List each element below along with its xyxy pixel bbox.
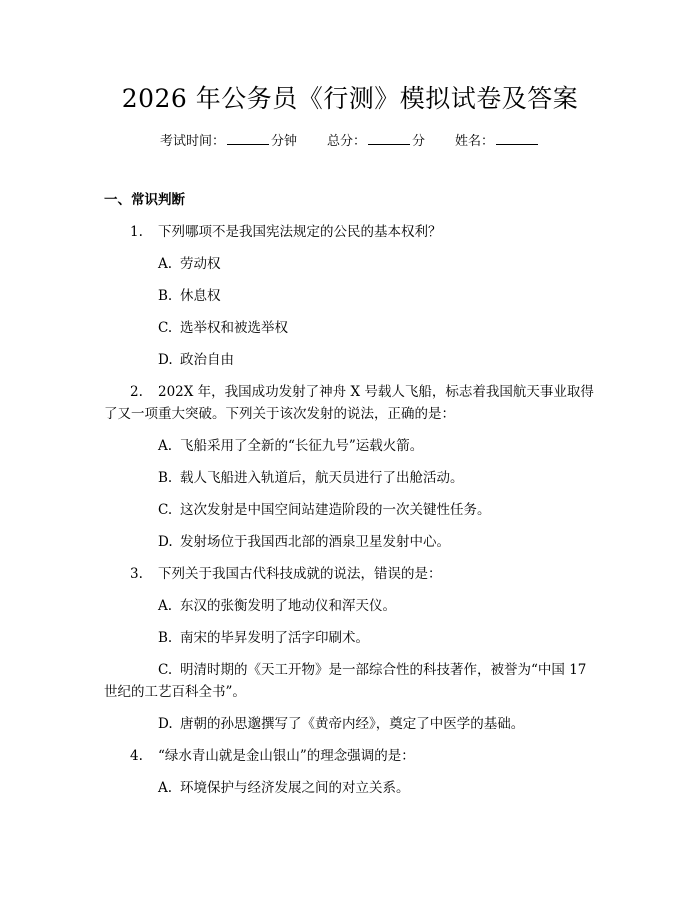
time-unit: 分钟 bbox=[270, 134, 297, 149]
option-text: 发射场位于我国西北部的酒泉卫星发射中心。 bbox=[180, 534, 450, 550]
option-2d bbox=[158, 531, 450, 553]
question-text: 下列关于我国古代科技成就的说法，错误的是： bbox=[158, 566, 442, 582]
option-3a bbox=[158, 595, 396, 617]
option-3c bbox=[158, 659, 586, 681]
option-3b bbox=[158, 627, 369, 649]
option-text: 东汉的张衡发明了地动仪和浑天仪。 bbox=[180, 598, 396, 614]
question-2 bbox=[130, 381, 594, 403]
question-3 bbox=[130, 563, 442, 585]
question-number: 3. bbox=[130, 566, 143, 582]
option-letter: B. bbox=[158, 630, 173, 646]
option-3d bbox=[158, 713, 524, 735]
option-2a bbox=[158, 435, 423, 457]
option-text: 飞船采用了全新的“长征九号”运载火箭。 bbox=[180, 438, 424, 454]
section-heading: 一、常识判断 bbox=[104, 192, 185, 208]
option-4a bbox=[158, 777, 410, 799]
question-4 bbox=[130, 745, 415, 767]
time-label: 考试时间： bbox=[159, 134, 225, 149]
option-letter: C. bbox=[158, 662, 173, 678]
option-letter: D. bbox=[158, 352, 173, 368]
score-blank[interactable] bbox=[368, 132, 410, 145]
score-label: 总分： bbox=[326, 134, 366, 149]
option-1a bbox=[158, 253, 221, 275]
option-1c bbox=[158, 317, 288, 339]
score-unit: 分 bbox=[412, 134, 426, 149]
option-1d bbox=[158, 349, 234, 371]
time-blank[interactable] bbox=[227, 132, 269, 145]
option-text: 政治自由 bbox=[180, 352, 234, 368]
option-text: 环境保护与经济发展之间的对立关系。 bbox=[180, 780, 410, 796]
option-letter: D. bbox=[158, 716, 173, 732]
question-1 bbox=[130, 221, 442, 243]
question-number: 4. bbox=[130, 748, 143, 764]
question-text: 202X 年，我国成功发射了神舟 X 号载人飞船，标志着我国航天事业取得 bbox=[158, 384, 594, 400]
option-letter: A. bbox=[158, 780, 173, 796]
option-text: 载人飞船进入轨道后，航天员进行了出舱活动。 bbox=[180, 470, 464, 486]
option-text: 劳动权 bbox=[180, 256, 221, 272]
option-text: 休息权 bbox=[180, 288, 221, 304]
name-blank[interactable] bbox=[496, 132, 538, 145]
option-letter: D. bbox=[158, 534, 173, 550]
option-text: 选举权和被选举权 bbox=[180, 320, 288, 336]
question-number: 2. bbox=[130, 384, 143, 400]
option-letter: A. bbox=[158, 598, 173, 614]
option-2b bbox=[158, 467, 464, 489]
name-label: 姓名： bbox=[455, 134, 495, 149]
option-1b bbox=[158, 285, 221, 307]
option-letter: C. bbox=[158, 502, 173, 518]
option-letter: A. bbox=[158, 438, 173, 454]
option-letter: C. bbox=[158, 320, 173, 336]
option-text: 唐朝的孙思邈撰写了《黄帝内经》，奠定了中医学的基础。 bbox=[180, 716, 525, 732]
option-text: 明清时期的《天工开物》是一部综合性的科技著作，被誉为“中国 17 bbox=[180, 662, 587, 678]
option-2c bbox=[158, 499, 491, 521]
option-text: 南宋的毕昇发明了活字印刷术。 bbox=[180, 630, 369, 646]
question-text: 下列哪项不是我国宪法规定的公民的基本权利？ bbox=[158, 224, 442, 240]
exam-info-line bbox=[0, 132, 700, 152]
question-text: “绿水青山就是金山银山”的理念强调的是： bbox=[158, 748, 415, 764]
page-title: 2026 年公务员《行测》模拟试卷及答案 bbox=[121, 84, 579, 113]
option-letter: A. bbox=[158, 256, 173, 272]
option-letter: B. bbox=[158, 288, 173, 304]
option-letter: B. bbox=[158, 470, 173, 486]
question-number: 1. bbox=[130, 224, 143, 240]
option-text: 这次发射是中国空间站建造阶段的一次关键性任务。 bbox=[180, 502, 491, 518]
option-3c-continued: 世纪的工艺百科全书”。 bbox=[104, 684, 246, 700]
question-2-continued: 了又一项重大突破。下列关于该次发射的说法，正确的是： bbox=[104, 406, 455, 422]
